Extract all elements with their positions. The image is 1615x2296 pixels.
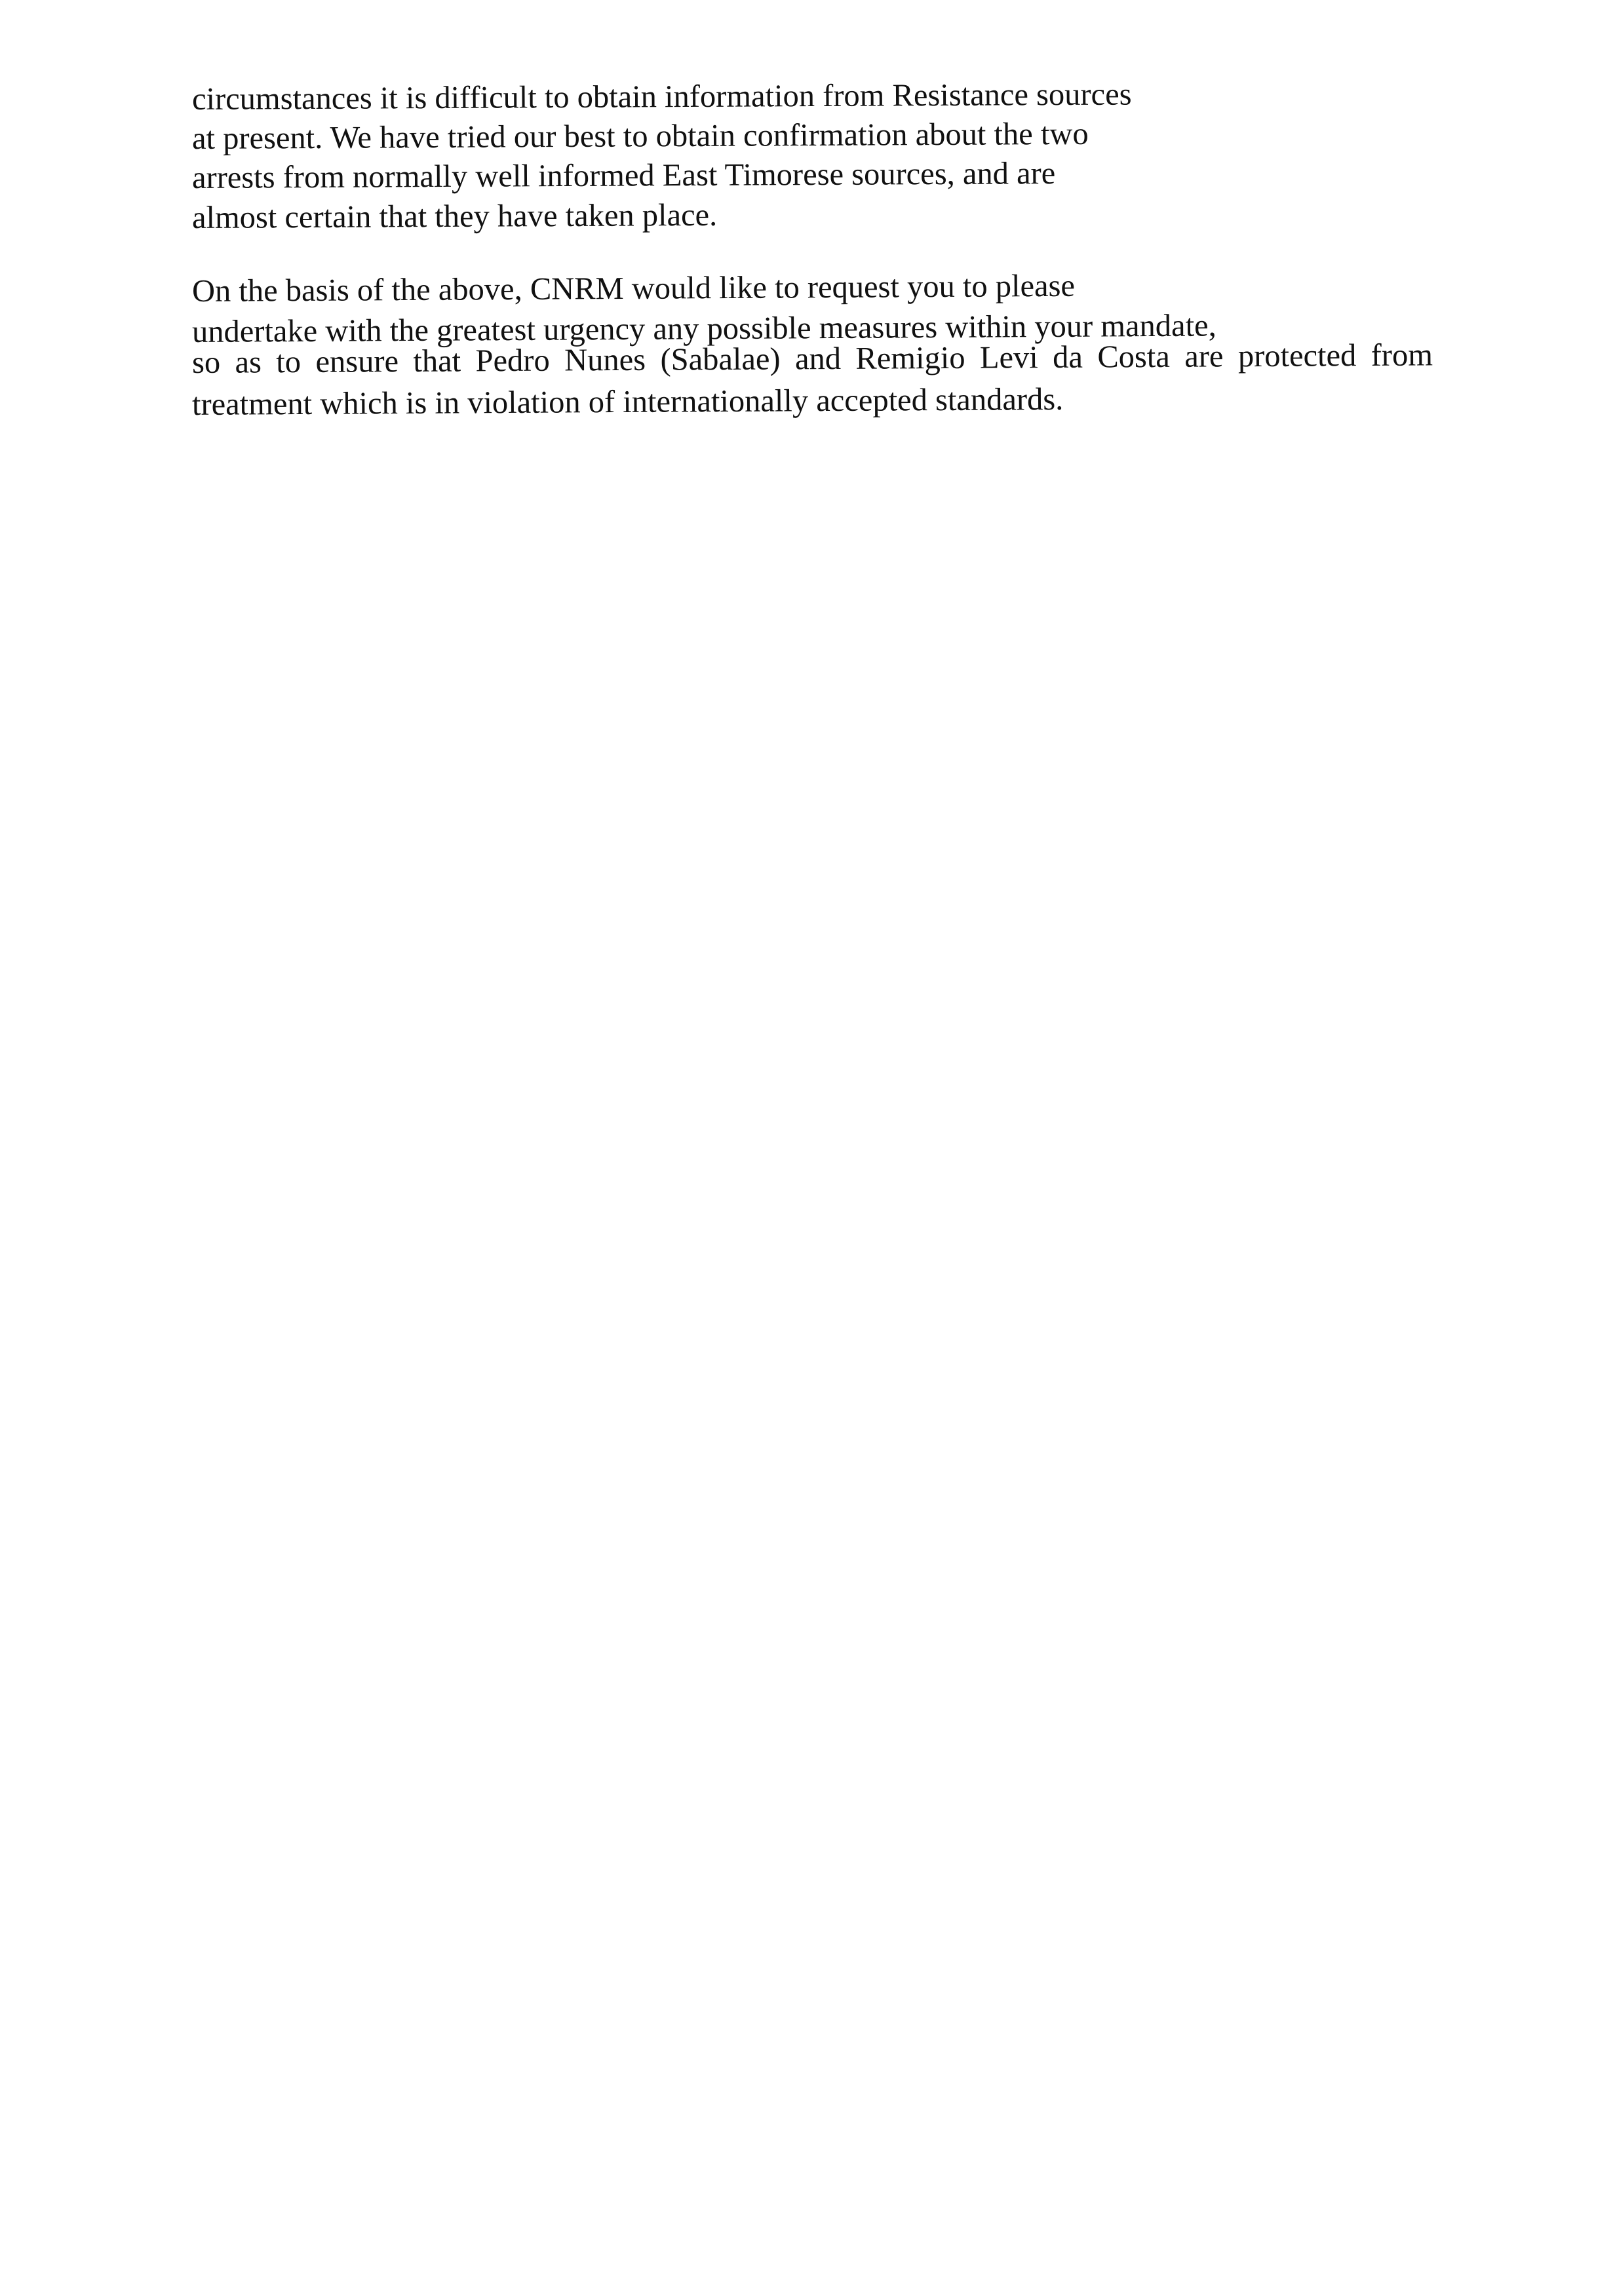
paragraph-1-line-3: arrests from normally well informed East Timorese sources, and are bbox=[191, 156, 1056, 195]
paragraph-2-line-3: so as to ensure that Pedro Nunes (Sabalae) and Remigio Levi da Costa are protected from bbox=[191, 337, 1433, 380]
paragraph-1-line-2: at present. We have tried our best to obtain confirmation about the two bbox=[191, 116, 1089, 156]
paragraph-2-line-4: treatment which is in violation of internationally accepted standards. bbox=[191, 381, 1064, 422]
paragraph-2-line-2: undertake with the greatest urgency any possible measures within your mandate, bbox=[191, 308, 1216, 349]
paragraph-1-line-4: almost certain that they have taken place. bbox=[191, 197, 718, 235]
paragraph-2-line-1: On the basis of the above, CNRM would like to request you to please bbox=[191, 268, 1076, 309]
paragraph-1-line-1: circumstances it is difficult to obtain information from Resistance sources bbox=[191, 77, 1132, 117]
